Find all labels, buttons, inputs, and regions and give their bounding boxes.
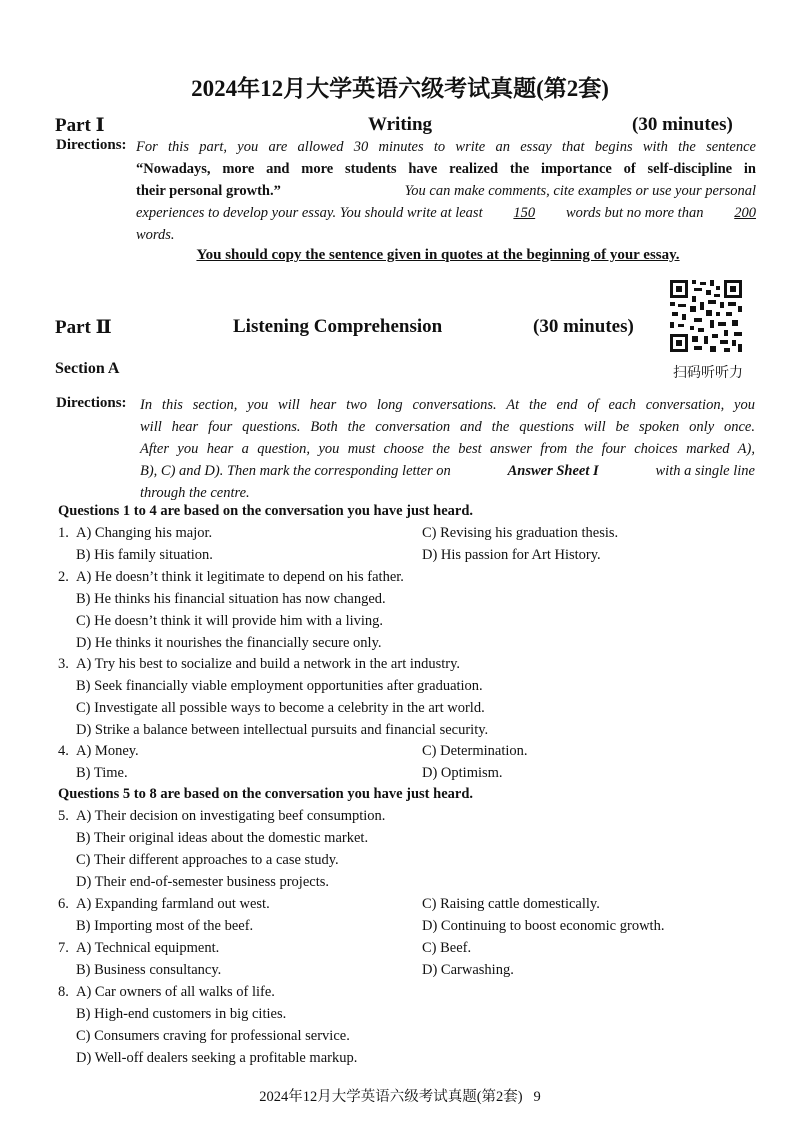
part1-label: Part Ⅰ [55,115,105,136]
part1-dir-line3 [136,180,756,202]
q6-option-d: D) Continuing to boost economic growth. [422,918,665,934]
q5-option-b: B) Their original ideas about the domestic market. [76,830,369,846]
q4-option-c: C) Determination. [422,743,528,759]
part2-dir-line4-tail: with a single line [655,463,755,479]
question-number: 1. [58,525,69,541]
part2-dir-line4 [140,460,755,482]
part1-instruction: You should copy the sentence given in quotes at the beginning of your essay. [196,247,680,263]
q2-option-d: D) He thinks it nourishes the financially secure only. [76,635,382,651]
part1-directions-label: Directions: [56,137,127,153]
q3-option-c: C) Investigate all possible ways to become a celebrity in the art world. [76,700,485,716]
q1-option-a: A) Changing his major. [76,525,213,541]
q1-option-c: C) Revising his graduation thesis. [422,525,619,541]
part1-dir-line1: For this part, you are allowed 30 minutes to write an essay that begins with the sentence [136,139,756,155]
part2-label: Part Ⅱ [55,317,112,338]
q8-option-a: A) Car owners of all walks of life. [76,984,275,1000]
page-number: 9 [533,1089,541,1105]
part1-dir-text2: You can make comments, cite examples or use your personal [404,183,756,199]
q6-option-a: A) Expanding farmland out west. [76,896,270,912]
part1-min-words: 150 [513,205,536,221]
part1-max-words: 200 [734,205,756,221]
q5-option-a: A) Their decision on investigating beef consumption. [76,808,386,824]
page-footer [0,1085,800,1106]
part1-quote-line1: “Nowadays, more and more students have realized the importance of self-discipline in [136,161,756,177]
q2-option-a: A) He doesn’t think it legitimate to depend on his father. [76,569,404,585]
q7-option-d: D) Carwashing. [422,962,514,978]
part1-dir-line4 [136,202,756,224]
q7-option-b: B) Business consultancy. [76,962,222,978]
question-number: 6. [58,896,69,912]
q6-option-c: C) Raising cattle domestically. [422,896,600,912]
q5-option-c: C) Their different approaches to a case study. [76,852,339,868]
part1-dir-text4: words but no more than [565,205,704,221]
group2-header: Questions 5 to 8 are based on the conversation you have just heard. [58,786,474,802]
part1-dir-text5: words. [136,227,175,243]
part2-directions-label: Directions: [56,395,127,411]
q4-option-b: B) Time. [76,765,128,781]
part2-dir-line5: through the centre. [140,485,250,501]
question-number: 5. [58,808,69,824]
q3-option-d: D) Strike a balance between intellectual pursuits and financial security. [76,722,489,738]
q6-option-b: B) Importing most of the beef. [76,918,254,934]
part2-dir-line2: will hear four questions. Both the conversation and the questions will be spoken only once. [140,419,755,435]
part2-dir-line3: After you hear a question, you must choose the best answer from the four choices marked A), [140,441,755,457]
part2-directions [140,394,755,504]
q4-option-d: D) Optimism. [422,765,503,781]
qr-caption: 扫码听听力 [673,365,743,381]
section-a-heading: Section A [55,360,120,377]
q8-option-b: B) High-end customers in big cities. [76,1006,287,1022]
q7-option-a: A) Technical equipment. [76,940,220,956]
q5-option-d: D) Their end-of-semester business projects. [76,874,330,890]
part2-dir-line1: In this section, you will hear two long conversations. At the end of each conversation, you [140,397,755,413]
question-number: 7. [58,940,69,956]
part1-directions [136,136,756,246]
question-number: 8. [58,984,69,1000]
q8-option-d: D) Well-off dealers seeking a profitable markup. [76,1050,358,1066]
group1-header: Questions 1 to 4 are based on the conversation you have just heard. [58,503,474,519]
part1-quote-line2: their personal growth.” [136,183,281,199]
part1-dir-text3: experiences to develop your essay. You should write at least [136,205,483,221]
q2-option-c: C) He doesn’t think it will provide him with a living. [76,613,384,629]
q2-option-b: B) He thinks his financial situation has now changed. [76,591,386,607]
part2-time: (30 minutes) [533,316,634,337]
qr-code[interactable] [668,278,744,354]
part1-time: (30 minutes) [632,114,733,135]
answer-sheet-ref: Answer Sheet I [507,463,599,479]
page-title: 2024年12月大学英语六级考试真题(第2套) [191,76,609,101]
q8-option-c: C) Consumers craving for professional service. [76,1028,350,1044]
question-number: 4. [58,743,69,759]
footer-title: 2024年12月大学英语六级考试真题(第2套) [259,1089,523,1105]
part1-name: Writing [367,114,433,135]
q7-option-c: C) Beef. [422,940,472,956]
part2-dir-line4-text: B), C) and D). Then mark the corresponding letter on [140,463,451,479]
q4-option-a: A) Money. [76,743,139,759]
part2-name: Listening Comprehension [233,316,443,337]
q1-option-b: B) His family situation. [76,547,213,563]
question-number: 2. [58,569,69,585]
q3-option-b: B) Seek financially viable employment opportunities after graduation. [76,678,483,694]
q1-option-d: D) His passion for Art History. [422,547,601,563]
question-number: 3. [58,656,69,672]
q3-option-a: A) Try his best to socialize and build a network in the art industry. [76,656,461,672]
